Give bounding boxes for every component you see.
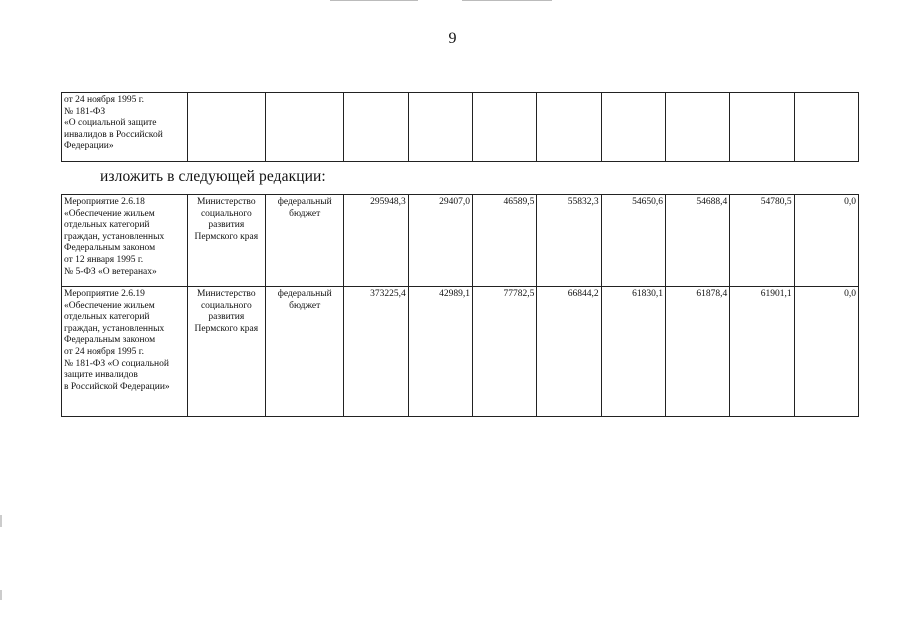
measure-cell [62,93,188,162]
value-cell: 0,0 [794,287,858,417]
value-cell: 61830,1 [601,287,665,417]
scan-artifact-line [330,0,418,1]
revised-table [61,194,859,417]
value-cell: 29407,0 [408,195,472,287]
measure-text: Мероприятие 2.6.19 «Обеспечение жильем отдельных категорий граждан, установленных Федеральным законом от 24 ноября 1995 г. № 181-ФЗ «О социальной защите инвалидов в Российской Федерации» [64,289,170,392]
value-cell: 61901,1 [730,287,794,417]
empty-cell [473,93,537,162]
value-cell: 295948,3 [344,195,408,287]
executor-cell: Министерство социального развития Пермского края [187,195,265,287]
value-cell: 77782,5 [473,287,537,417]
value-cell: 46589,5 [473,195,537,287]
value-cell: 66844,2 [537,287,601,417]
table-row [62,287,859,417]
instruction-text: изложить в следующей редакции: [100,168,326,185]
empty-cell [187,93,265,162]
empty-cell [344,93,408,162]
value-cell: 373225,4 [344,287,408,417]
scan-margin-mark [0,515,2,527]
scan-margin-mark [0,590,2,600]
empty-cell [266,93,344,162]
measure-text: от 24 ноября 1995 г. № 181-ФЗ «О социальной защите инвалидов в Российской Федерации» [64,95,163,152]
measure-text: Мероприятие 2.6.18 «Обеспечение жильем отдельных категорий граждан, установленных Федеральным законом от 12 января 1995 г. № 5-ФЗ «О ветеранах» [64,197,165,277]
empty-cell [537,93,601,162]
empty-cell [730,93,794,162]
funding-source-cell: федеральный бюджет [266,287,344,417]
table-row [62,195,859,287]
value-cell: 61878,4 [665,287,729,417]
page-number: 9 [448,30,457,47]
value-cell: 0,0 [794,195,858,287]
empty-cell [665,93,729,162]
value-cell: 42989,1 [408,287,472,417]
empty-cell [408,93,472,162]
funding-source-cell: федеральный бюджет [266,195,344,287]
empty-cell [794,93,858,162]
scan-artifact-line [462,0,552,1]
table-row [62,93,859,162]
value-cell: 54688,4 [665,195,729,287]
value-cell: 54650,6 [601,195,665,287]
value-cell: 55832,3 [537,195,601,287]
measure-cell [62,195,188,287]
measure-cell [62,287,188,417]
executor-cell: Министерство социального развития Пермского края [187,287,265,417]
previous-table-fragment [61,92,859,162]
empty-cell [601,93,665,162]
value-cell: 54780,5 [730,195,794,287]
